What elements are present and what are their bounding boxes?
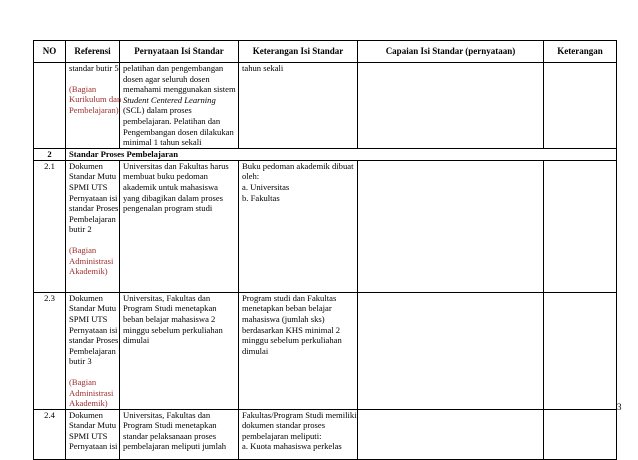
- text-line: Dokumen: [69, 160, 103, 171]
- header-no: NO: [34, 41, 66, 63]
- text-line: pembelajaran meliputi jumlah: [123, 441, 227, 452]
- cell-referensi: [66, 160, 120, 292]
- cell-capaian: [358, 292, 544, 409]
- text-line: (Bagian: [69, 83, 97, 94]
- text-line: a. Kuota mahasiswa perkelas: [242, 441, 342, 452]
- text-line: Akademik): [69, 398, 108, 409]
- text-line: memahami menggunakan sistem: [123, 84, 236, 95]
- table-row: [34, 292, 617, 409]
- text-line: Pembelajaran: [69, 345, 116, 356]
- text-line: Standar Mutu: [69, 420, 117, 431]
- text-line: (SCL) dalam proses: [123, 105, 192, 116]
- page-number: 3: [617, 402, 622, 412]
- cell-referensi: [66, 63, 120, 149]
- cell-no: 2.4: [34, 409, 66, 459]
- text-line: pembelajaran meliputi:: [242, 430, 322, 441]
- text-line: dosen agar seluruh dosen: [123, 73, 210, 84]
- text-line: Pengembangan dosen dilakukan: [123, 126, 234, 137]
- cell-pernyataan: [120, 63, 239, 149]
- text-line: minggu sebelum perkuliahan: [123, 324, 223, 335]
- text-line: akademik untuk mahasiswa: [123, 181, 218, 192]
- cell-keterangan-isi: [239, 409, 358, 459]
- text-line: Administrasi: [69, 387, 114, 398]
- header-row: [34, 41, 617, 63]
- text-line: (Bagian: [69, 244, 97, 255]
- text-line: Standar Mutu: [69, 171, 117, 182]
- cell-keterangan: [544, 160, 617, 292]
- text-line: Universitas, Fakultas dan: [123, 409, 211, 420]
- text-line: Universitas, Fakultas dan: [123, 292, 211, 303]
- section-no: 2: [34, 148, 66, 160]
- table-row: [34, 160, 617, 292]
- header-keterangan: Keterangan: [544, 41, 617, 63]
- text-line: SPMI UTS: [69, 313, 108, 324]
- text-line: pelatihan dan pengembangan: [123, 63, 224, 73]
- cell-referensi: [66, 409, 120, 459]
- text-line: Pembelajaran: [69, 213, 116, 224]
- text-line: tahun sekali: [242, 63, 284, 73]
- text-line: yang dibagikan dalam proses: [123, 192, 223, 203]
- cell-keterangan: [544, 63, 617, 149]
- text-line: pembelajaran. Pelatihan dan: [123, 115, 221, 126]
- text-line: butir 3: [69, 356, 92, 367]
- text-line: oleh:: [242, 171, 260, 182]
- section-title: Standar Proses Pembelajaran: [66, 148, 617, 160]
- cell-pernyataan: [120, 409, 239, 459]
- text-line: Universitas dan Fakultas harus: [123, 160, 229, 171]
- text-line: pengenalan program studi: [123, 203, 213, 214]
- continuation-row: [34, 63, 617, 149]
- text-line: mahasiswa (jumlah sks): [242, 313, 325, 324]
- text-line: Administrasi: [69, 255, 114, 266]
- text-line: (Bagian: [69, 376, 97, 387]
- cell-referensi: [66, 292, 120, 409]
- cell-no: 2.3: [34, 292, 66, 409]
- text-line: SPMI UTS: [69, 181, 108, 192]
- text-line: standar pelaksanaan proses: [123, 430, 217, 441]
- text-line: SPMI UTS: [69, 430, 108, 441]
- text-line: dimulai: [123, 335, 150, 346]
- text-line: Pernyataan isi: [69, 192, 118, 203]
- header-capaian: Capaian Isi Standar (pernyataan): [358, 41, 544, 63]
- cell-capaian: [358, 409, 544, 459]
- text-line: beban belajar mahasiswa 2: [123, 313, 216, 324]
- table-row: [34, 409, 617, 459]
- text-line: minimal 1 tahun sekali: [123, 137, 202, 148]
- text-line: Fakultas/Program Studi memiliki: [242, 409, 357, 420]
- text-line: Standar Mutu: [69, 303, 117, 314]
- text-line: standar Proses: [69, 203, 119, 214]
- text-line: Dokumen: [69, 292, 103, 303]
- text-line: Pembelajaran): [69, 104, 119, 115]
- cell-capaian: [358, 63, 544, 149]
- cell-keterangan: [544, 409, 617, 459]
- text-line: Pernyataan isi: [69, 324, 118, 335]
- cell-keterangan: [544, 292, 617, 409]
- header-pernyataan: Pernyataan Isi Standar: [120, 41, 239, 63]
- text-line: Student Centered Learning: [123, 94, 216, 105]
- cell-no: 2.1: [34, 160, 66, 292]
- text-line: minggu sebelum perkuliahan: [242, 335, 342, 346]
- cell-keterangan-isi: [239, 292, 358, 409]
- text-line: Program Studi menetapkan: [123, 303, 217, 314]
- cell-no: [34, 63, 66, 149]
- text-line: a. Universitas: [242, 181, 290, 192]
- cell-capaian: [358, 160, 544, 292]
- text-line: Program studi dan Fakultas: [242, 292, 337, 303]
- cell-pernyataan: [120, 292, 239, 409]
- text-line: Program Studi menetapkan: [123, 420, 217, 431]
- text-line: Kurikulum dan: [69, 94, 122, 105]
- text-line: dimulai: [242, 345, 269, 356]
- text-line: b. Fakultas: [242, 192, 280, 203]
- section-row: [34, 148, 617, 160]
- text-line: dokumen standar proses: [242, 420, 326, 431]
- text-line: standar Proses: [69, 335, 119, 346]
- text-line: membuat buku pedoman: [123, 171, 208, 182]
- text-line: Buku pedoman akademik dibuat: [242, 160, 354, 171]
- standards-table: [33, 40, 617, 460]
- cell-pernyataan: [120, 160, 239, 292]
- text-line: Akademik): [69, 266, 108, 277]
- text-line: Dokumen: [69, 409, 103, 420]
- text-line: butir 2: [69, 224, 92, 235]
- cell-keterangan-isi: [239, 63, 358, 149]
- cell-keterangan-isi: [239, 160, 358, 292]
- text-line: standar butir 5: [69, 63, 119, 73]
- header-referensi: Referensi: [66, 41, 120, 63]
- text-line: menetapkan beban belajar: [242, 303, 332, 314]
- text-line: Pernyataan isi: [69, 441, 118, 452]
- text-line: berdasarkan KHS minimal 2: [242, 324, 341, 335]
- header-keterangan-isi: Keterangan Isi Standar: [239, 41, 358, 63]
